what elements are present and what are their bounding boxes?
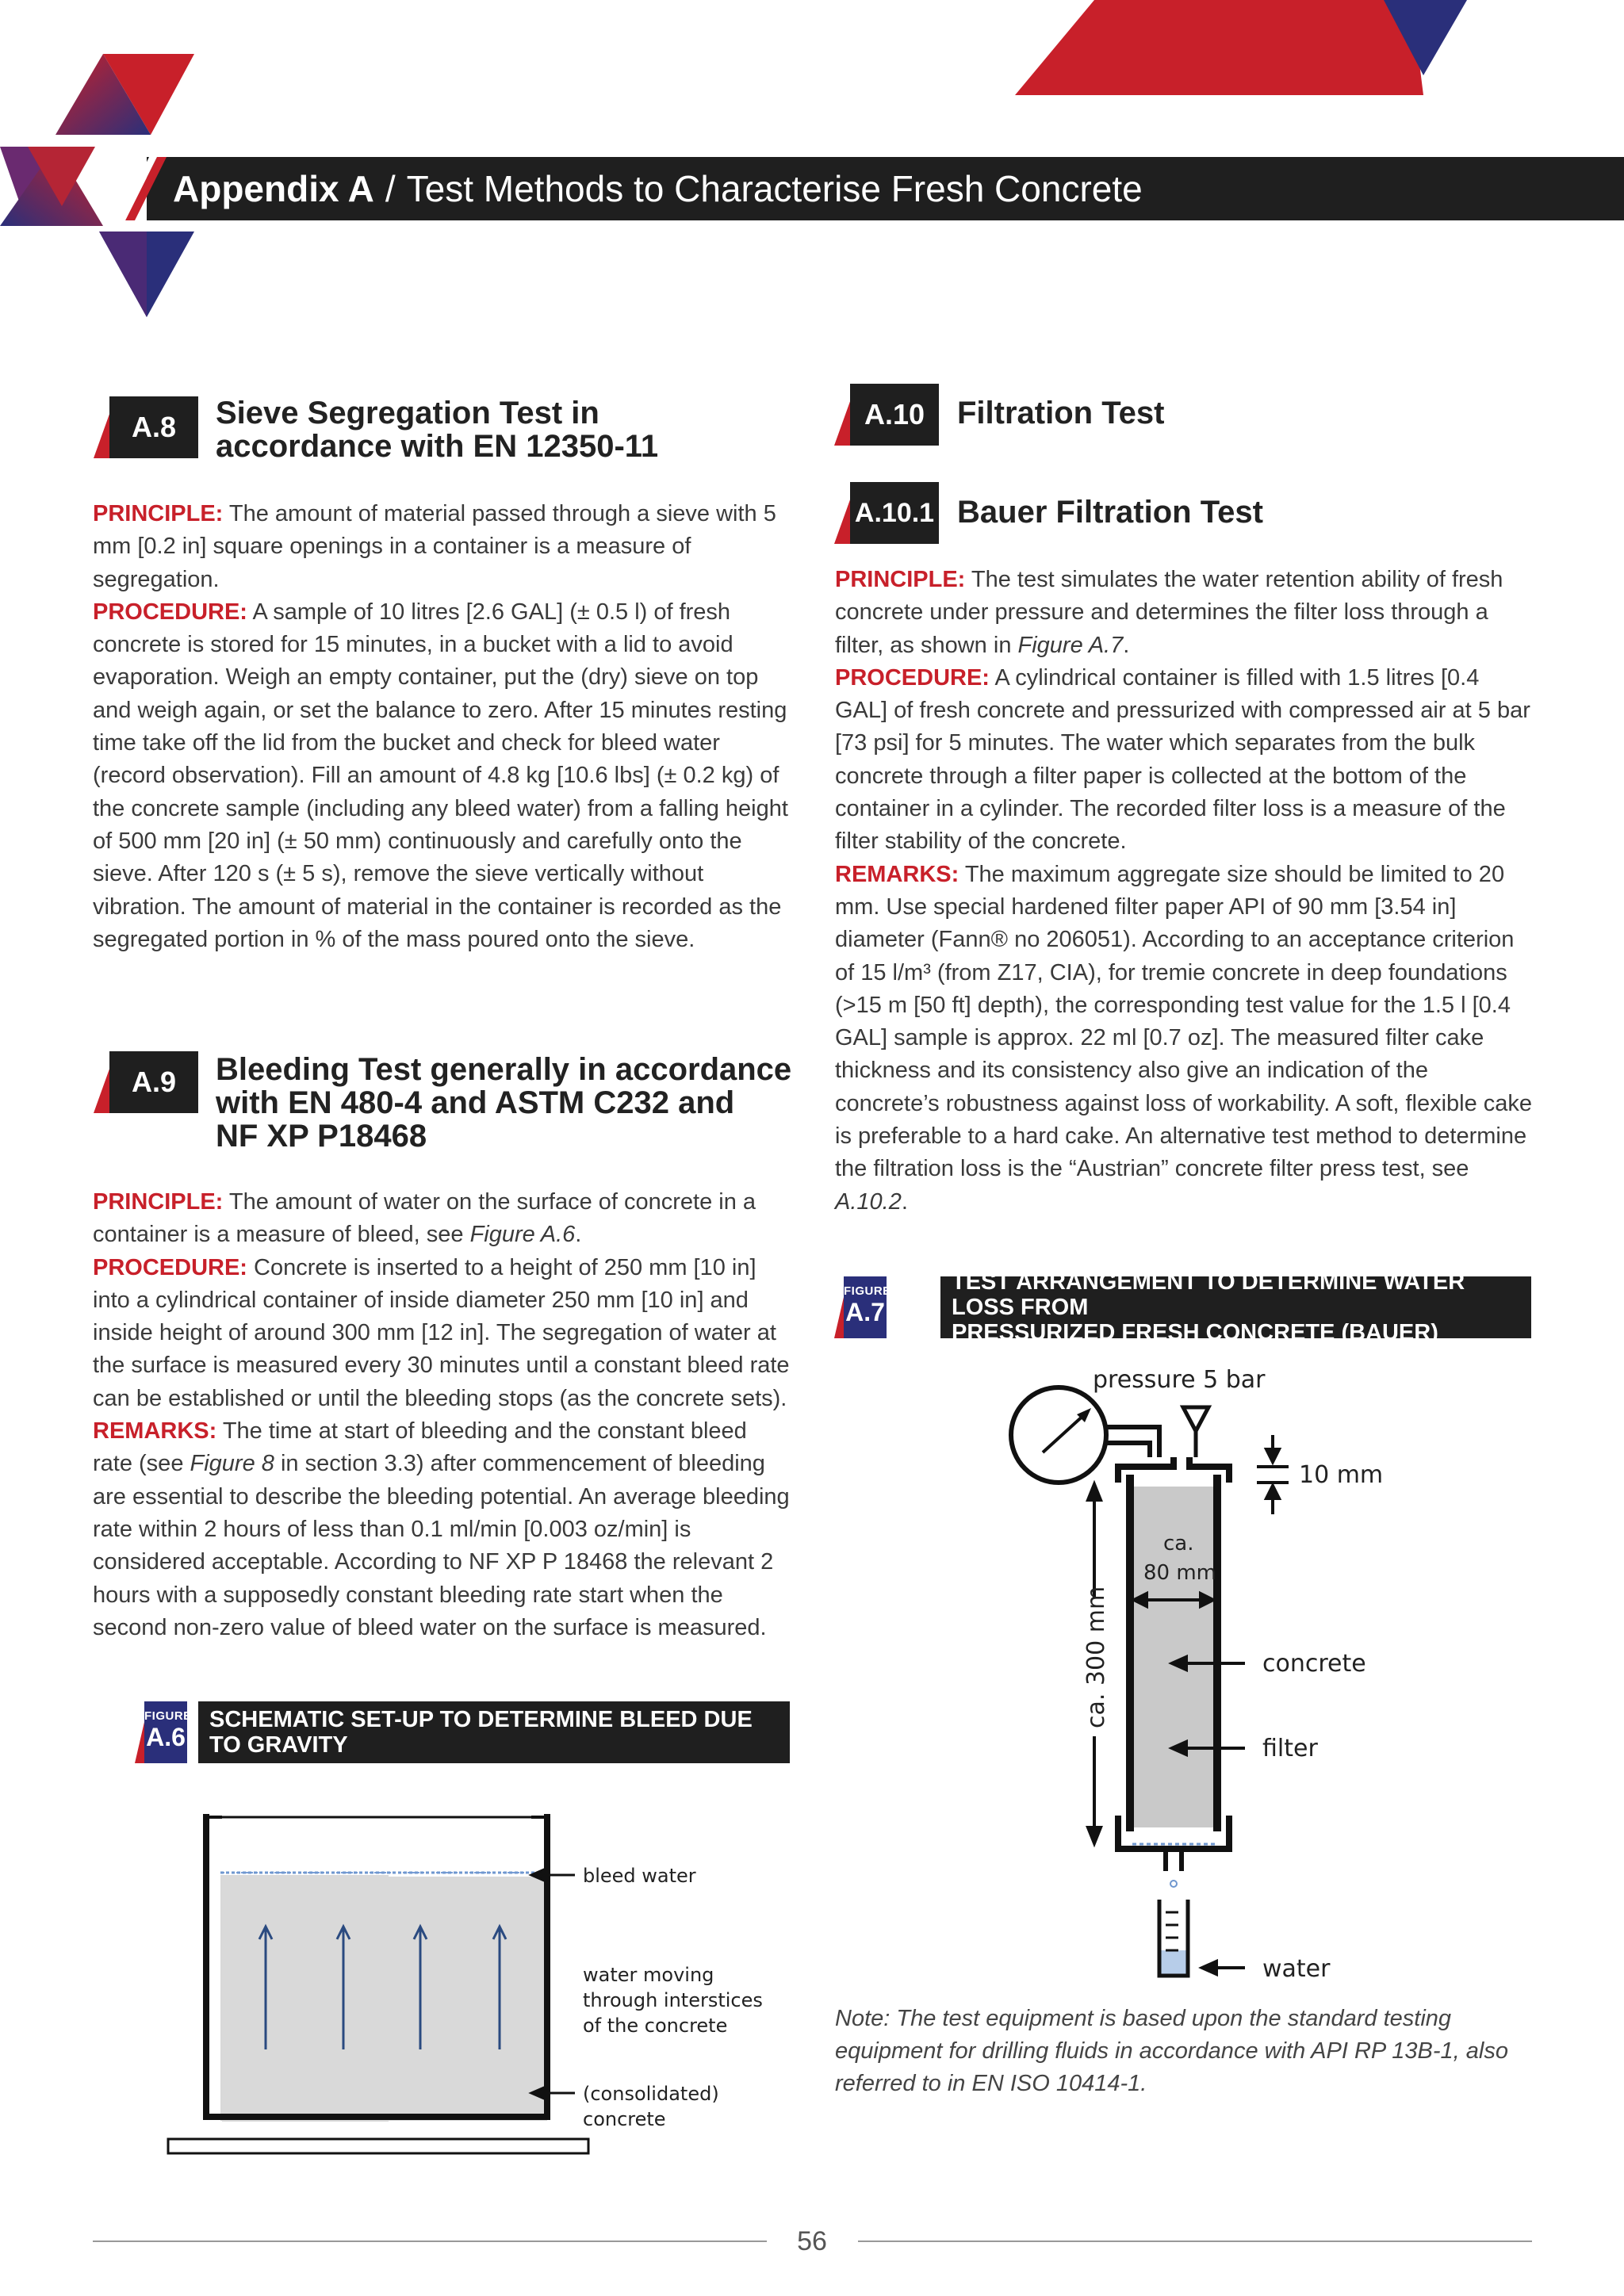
- principle-label: PRINCIPLE:: [93, 1189, 224, 1215]
- section-title-a101: Bauer Filtration Test: [957, 495, 1263, 530]
- title-line: Sieve Segregation Test in: [216, 396, 599, 430]
- label-300mm: ca. 300 mm: [1082, 1586, 1110, 1728]
- procedure-paragraph: [835, 662, 1533, 859]
- procedure-label: PROCEDURE:: [93, 599, 247, 625]
- label-water: water: [1262, 1955, 1331, 1983]
- label-ca: ca.: [1163, 1532, 1194, 1556]
- air-pipe: [1105, 1427, 1159, 1457]
- punctuation: .: [1123, 632, 1130, 658]
- label-bleed-water: bleed water: [583, 1865, 696, 1887]
- title-line: accordance with EN 12350-11: [216, 429, 659, 464]
- figure-badge-a7: [834, 1276, 891, 1338]
- dim-10mm: [1257, 1435, 1289, 1514]
- water-collected: [1161, 1950, 1186, 1974]
- section-number: A.8: [109, 396, 198, 458]
- procedure-label: PROCEDURE:: [93, 1254, 247, 1280]
- figure-reference: Figure 8: [190, 1451, 274, 1477]
- label-water-moving: through interstices: [583, 1989, 763, 2011]
- remarks-label: REMARKS:: [93, 1418, 217, 1445]
- label-water-moving: water moving: [583, 1964, 714, 1986]
- valve-icon: [1183, 1407, 1208, 1431]
- remarks-text: The maximum aggregate size should be limited to 20 mm. Use special hardened filter paper API of 90 mm [3.54 in] diameter (Fann® no 206051). According to an acceptance criterion of 15 l/m³ (from Z17, CIA), for tremie concrete in deep foundations (>15 m [50 ft] depth), the corresponding test value for the 1.5 l [0.4 GAL] sample is approx. 22 ml [0.7 oz]. The measured filter cake thickness and its consistency also give an indication of the concrete’s robustness against loss of workability. A soft, flexible cake is preferable to a hard cake. An alternative test method to determine the filtration loss is the “Austrian” concrete filter press test, see: [835, 861, 1533, 1182]
- bauer-filtration-diagram: [975, 1348, 1419, 1982]
- figure-number: A.6: [146, 1723, 186, 1751]
- figure-number: A.7: [845, 1298, 885, 1326]
- figure-title-a6: [198, 1701, 790, 1763]
- figure-badge-a6: [135, 1701, 192, 1763]
- principle-paragraph: [835, 564, 1533, 662]
- procedure-text: Concrete is inserted to a height of 250 mm [10 in] into a cylindrical container of inside diameter 250 mm [10 in] and inside height of around 300 mm [12 in]. The segregation of water at the surface is measured every 30 minutes until a constant bleed rate can be established or until the bleeding stops (as the concrete sets).: [93, 1254, 790, 1411]
- punctuation: .: [575, 1222, 582, 1248]
- water-drop: [1170, 1881, 1177, 1887]
- decorative-triangles-right: [1015, 0, 1491, 99]
- procedure-text: A cylindrical container is filled with 1.5 litres [0.4 GAL] of fresh concrete and pressurized with compressed air at 5 bar [73 psi] for 5 minutes. The water which separates from the bulk concrete through a filter paper is collected at the bottom of the container in a cylinder. The recorded filter loss is a measure of the filter stability of the concrete.: [835, 664, 1530, 855]
- appendix-label: Appendix A: [173, 168, 374, 209]
- appendix-title: Test Methods to Characterise Fresh Concrete: [406, 168, 1143, 209]
- principle-text: The test simulates the water retention ability of fresh concrete under pressure and determines the filter loss through a filter, as shown in: [835, 567, 1503, 658]
- page-number: 56: [797, 2226, 827, 2256]
- principle-paragraph: [93, 498, 791, 596]
- section-title-a9: [216, 1053, 791, 1153]
- principle-paragraph: [93, 1186, 791, 1252]
- section-badge-a10: [834, 384, 939, 446]
- section-number: A.9: [109, 1051, 198, 1113]
- figure-reference: Figure A.7: [1017, 632, 1124, 658]
- label-water-moving: of the concrete: [583, 2015, 728, 2037]
- label-10mm: 10 mm: [1299, 1461, 1384, 1489]
- section-badge-a101: [834, 482, 939, 544]
- procedure-text: A sample of 10 litres [2.6 GAL] (± 0.5 l) of fresh concrete is stored for 15 minutes, in a bucket with a lid to avoid evaporation. Weigh an empty container, put the (dry) sieve on top and weigh again, or set the balance to zero. After 15 minutes resting time take off the lid from the bucket and check for bleed water (record observation). Fill an amount of 4.8 kg [10.6 lbs] (± 0.2 kg) of the concrete sample (including any bleed water) from a falling height of 500 mm [20 in] (± 50 mm) continuously and carefully onto the sieve. After 120 s (± 5 s), remove the sieve vertically without vibration. The amount of material in the container is recorded as the segregated portion in % of the mass poured onto the sieve.: [93, 599, 788, 952]
- figure-word: FIGURE: [144, 1709, 192, 1723]
- figure-title-a7: [940, 1269, 1531, 1345]
- section-body-a101: [835, 564, 1533, 1219]
- title-line: Bleeding Test generally in accordance: [216, 1052, 792, 1087]
- section-body-a9: [93, 1186, 791, 1644]
- label-concrete: concrete: [1262, 1650, 1366, 1678]
- cylinder-lid: [1118, 1457, 1229, 1483]
- principle-label: PRINCIPLE:: [93, 501, 224, 526]
- page-title: [173, 163, 1143, 215]
- cylinder-graduations: [1166, 1912, 1178, 1950]
- bleed-test-diagram: [159, 1800, 763, 2172]
- title-separator: /: [385, 168, 396, 209]
- label-filter: filter: [1262, 1735, 1318, 1762]
- principle-text: The amount of material passed through a sieve with 5 mm [0.2 in] square openings in a container is a measure of segregation.: [93, 501, 776, 592]
- figure-note: Note: The test equipment is based upon the standard testing equipment for drilling fluids in accordance with API RP 13B-1, also referred to in EN ISO 10414-1.: [835, 2006, 1508, 2096]
- section-reference: A.10.2: [835, 1188, 902, 1215]
- figure-title-text: TEST ARRANGEMENT TO DETERMINE WATER LOSS FROM: [952, 1269, 1465, 1320]
- figure-title-text: SCHEMATIC SET-UP TO DETERMINE BLEED DUE TO GRAVITY: [209, 1707, 753, 1758]
- remarks-text: The time at start of bleeding and the constant bleed rate (see: [93, 1418, 747, 1477]
- section-badge-a9: [94, 1051, 198, 1113]
- section-badge-a8: [94, 396, 198, 458]
- outlet: [1166, 1850, 1182, 1871]
- remarks-paragraph: [835, 859, 1533, 1219]
- punctuation: .: [901, 1188, 908, 1215]
- figure-title-text: PRESSURIZED FRESH CONCRETE (BAUER): [952, 1320, 1438, 1345]
- title-line: with EN 480-4 and ASTM C232 and: [216, 1085, 735, 1120]
- section-title-a8: [216, 396, 658, 463]
- figure-reference: Figure A.6: [469, 1222, 576, 1248]
- remarks-text: in section 3.3) after commencement of bleeding are essential to describe the bleeding potential. An average bleeding rate within 2 hours of less than 0.1 ml/min [0.003 oz/min] is considered acceptable. According to NF XP P 18468 the relevant 2 hours with a supposedly constant bleeding rate start when the second non-zero value of bleed water on the surface is measured.: [93, 1451, 790, 1640]
- principle-label: PRINCIPLE:: [835, 567, 966, 592]
- section-body-a8: [93, 498, 791, 956]
- section-number: A.10.1: [850, 482, 939, 544]
- label-consolidated-concrete: (consolidated): [583, 2083, 719, 2105]
- header-accent: [119, 157, 167, 220]
- procedure-paragraph: [93, 596, 791, 956]
- remarks-label: REMARKS:: [835, 861, 959, 887]
- base-plate: [168, 2139, 588, 2153]
- label-80mm: 80 mm: [1143, 1561, 1217, 1585]
- pressure-gauge: [1011, 1387, 1106, 1483]
- remarks-paragraph: [93, 1415, 791, 1644]
- figure-word: FIGURE: [844, 1284, 891, 1298]
- principle-text: The amount of water on the surface of concrete in a container is a measure of bleed, see: [93, 1189, 756, 1248]
- procedure-label: PROCEDURE:: [835, 664, 990, 691]
- label-pressure: pressure 5 bar: [1093, 1366, 1266, 1394]
- procedure-paragraph: [93, 1252, 791, 1415]
- section-number: A.10: [850, 384, 939, 446]
- label-consolidated-concrete: concrete: [583, 2108, 666, 2130]
- section-title-a10: Filtration Test: [957, 396, 1165, 430]
- title-line: NF XP P18468: [216, 1119, 427, 1154]
